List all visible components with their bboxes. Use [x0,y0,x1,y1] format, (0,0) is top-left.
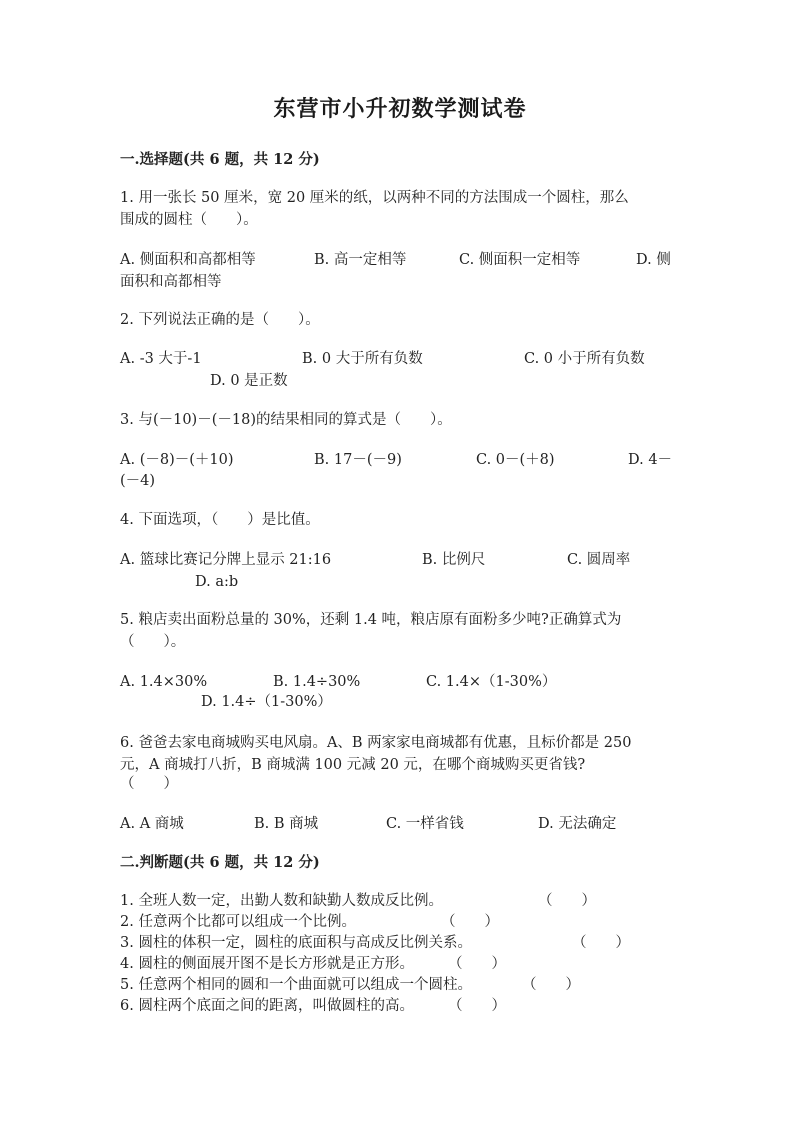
question-5-option-a: A. 1.4×30% [120,674,208,690]
question-5-option-b: B. 1.4÷30% [273,674,361,690]
question-4-text: 4. 下面选项，（ ）是比值。 [120,512,320,528]
question-3-option-d-cont: (－4) [120,473,156,489]
question-6-answer-blank: （ ） [120,776,178,792]
section-heading-judgment: 二.判断题(共 6 题，共 12 分) [120,854,320,871]
question-1-option-b: B. 高一定相等 [314,252,407,268]
question-2-option-c: C. 0 小于所有负数 [524,351,645,367]
question-2-text: 2. 下列说法正确的是（ ）。 [120,312,320,328]
judgment-item-text: 4. 圆柱的侧面展开图不是长方形就是正方形。 [120,956,414,972]
question-1-option-c: C. 侧面积一定相等 [459,252,581,268]
question-4-option-c: C. 圆周率 [567,552,631,568]
question-3-text: 3. 与(－10)－(－18)的结果相同的算式是（ ）。 [120,412,452,428]
judgment-item-blank: （ ） [448,998,506,1014]
question-6-option-b: B. B 商城 [254,816,319,832]
question-2-option-d: D. 0 是正数 [210,373,288,389]
question-6-option-c: C. 一样省钱 [386,816,464,832]
question-1-option-d-cont: 面积和高都相等 [120,274,222,290]
question-2-option-a: A. -3 大于-1 [120,351,202,367]
question-6-option-d: D. 无法确定 [538,816,617,832]
section-heading-choice: 一.选择题(共 6 题，共 12 分) [120,151,320,168]
question-5-option-d: D. 1.4÷（1-30%） [201,694,332,710]
judgment-item-text: 5. 任意两个相同的圆和一个曲面就可以组成一个圆柱。 [120,977,472,993]
question-2-option-b: B. 0 大于所有负数 [302,351,423,367]
judgment-item-text: 6. 圆柱两个底面之间的距离，叫做圆柱的高。 [120,998,414,1014]
judgment-item-text: 2. 任意两个比都可以组成一个比例。 [120,914,356,930]
judgment-item-blank: （ ） [522,977,580,993]
judgment-item-text: 3. 圆柱的体积一定，圆柱的底面积与高成反比例关系。 [120,935,472,951]
judgment-item-blank: （ ） [448,956,506,972]
judgment-item-text: 1. 全班人数一定，出勤人数和缺勤人数成反比例。 [120,893,443,909]
page-title: 东营市小升初数学测试卷 [273,96,527,122]
question-3-option-a: A. (－8)－(＋10) [120,452,234,468]
question-5-option-c: C. 1.4×（1-30%） [426,674,557,690]
question-3-option-c: C. 0－(＋8) [476,452,555,468]
question-4-option-a: A. 篮球比赛记分牌上显示 21:16 [120,552,332,568]
question-4-option-b: B. 比例尺 [422,552,486,568]
judgment-item-blank: （ ） [441,914,499,930]
question-3-option-b: B. 17－(－9) [314,452,402,468]
question-6-text-cont: 元，A 商城打八折，B 商城满 100 元减 20 元，在哪个商城购买更省钱? [120,757,586,773]
question-6-option-a: A. A 商城 [120,816,184,832]
question-5-text: 5. 粮店卖出面粉总量的 30%，还剩 1.4 吨，粮店原有面粉多少吨?正确算式为 [120,612,622,628]
question-1-option-d: D. 侧 [636,252,671,268]
question-3-option-d: D. 4－ [628,452,673,468]
judgment-item-blank: （ ） [572,935,630,951]
judgment-item-blank: （ ） [538,893,596,909]
question-4-option-d: D. a:b [195,574,239,590]
question-1-text-cont: 围成的圆柱（ ）。 [120,212,258,228]
question-6-text: 6. 爸爸去家电商城购买电风扇。A、B 两家家电商城都有优惠，且标价都是 250 [120,735,632,751]
question-5-text-cont: （ ）。 [120,634,186,650]
question-1-text: 1. 用一张长 50 厘米，宽 20 厘米的纸，以两种不同的方法围成一个圆柱，那么 [120,190,629,206]
question-1-option-a: A. 侧面积和高都相等 [120,252,256,268]
